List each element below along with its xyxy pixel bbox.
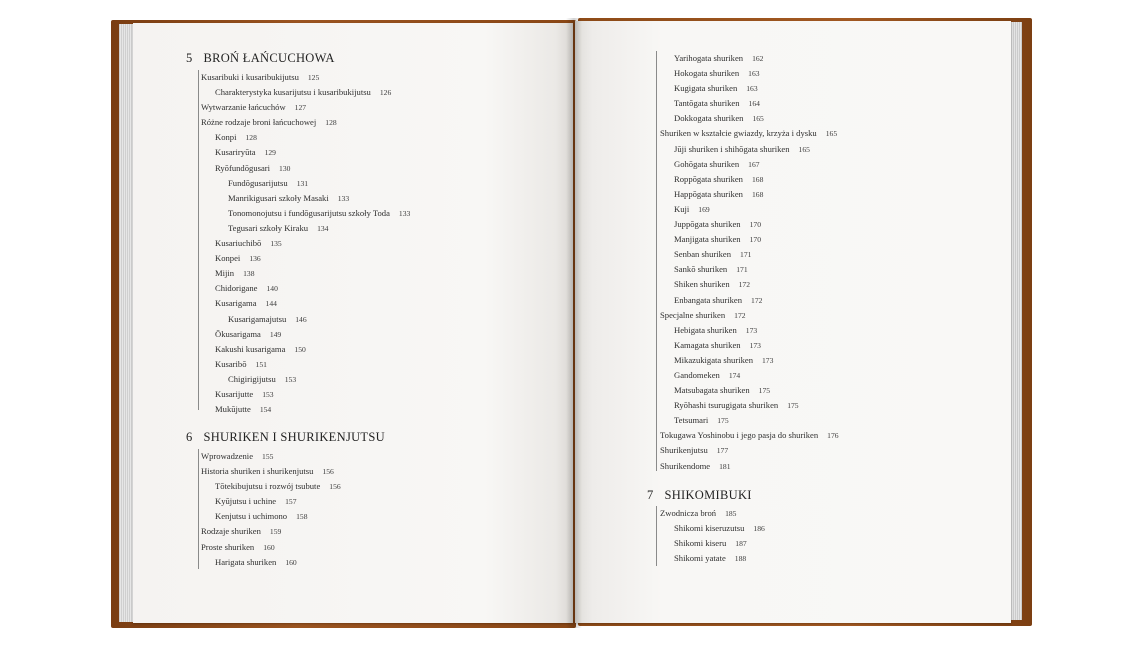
chapter-title: SHIKOMIBUKI: [664, 488, 752, 502]
toc-entry: [660, 443, 839, 458]
toc-entry: [201, 312, 410, 327]
toc-entry-title: Jūji shuriken i shihōgata shuriken: [674, 143, 790, 154]
toc-entry-title: Ryōfundōgusari: [215, 162, 271, 173]
toc-entry-title: Kamagata shuriken: [674, 339, 741, 350]
toc-entry: [660, 202, 839, 217]
toc-entry: [660, 551, 765, 566]
toc-entry-page-number: 169: [698, 204, 710, 214]
toc-entry-page-number: 174: [728, 370, 741, 380]
toc-entry: [201, 296, 410, 311]
toc-entry-title: Yarihogata shuriken: [674, 53, 744, 63]
chapter-heading: [647, 488, 752, 503]
toc-entry-title: Wprowadzenie: [201, 451, 254, 461]
toc-entry: [201, 494, 341, 509]
toc-entry-page-number: 186: [753, 524, 765, 534]
toc-entry-title: Kuji: [674, 203, 690, 214]
toc-entry: [660, 172, 839, 187]
toc-entry-title: Shuriken w kształcie gwiazdy, krzyża i dysku: [660, 128, 817, 139]
toc-entry-page-number: 136: [249, 254, 261, 264]
toc-entry: [660, 51, 839, 66]
toc-entry-page-number: 164: [748, 99, 760, 109]
toc-entry-title: Roppōgata shuriken: [674, 173, 743, 184]
toc-entry-page-number: 134: [317, 223, 329, 233]
chapter-rule: [198, 70, 199, 410]
toc-entry: [201, 100, 410, 115]
toc-entry-title: Harigata shuriken: [215, 556, 277, 567]
toc-entry-page-number: 177: [716, 446, 729, 456]
toc-entry-title: Manrikigusari szkoły Masaki: [228, 192, 329, 203]
toc-entry-title: Mikazukigata shuriken: [674, 354, 753, 365]
toc-entry-page-number: 171: [740, 250, 752, 260]
chapter-number: 6: [186, 430, 193, 444]
toc-entry-title: Fundōgusarijutsu: [228, 177, 288, 188]
toc-list: [660, 506, 765, 566]
toc-entry-page-number: 170: [749, 220, 761, 230]
toc-entry-page-number: 168: [751, 189, 764, 199]
toc-entry: [201, 402, 410, 417]
toc-entry-page-number: 140: [266, 284, 278, 294]
toc-entry-page-number: 175: [717, 416, 729, 426]
toc-entry-title: Happōgata shuriken: [674, 188, 743, 199]
toc-entry-page-number: 173: [745, 325, 758, 335]
toc-entry: [660, 308, 839, 323]
toc-entry-page-number: 172: [751, 295, 763, 305]
toc-entry: [660, 262, 839, 277]
toc-entry-page-number: 168: [751, 174, 764, 184]
toc-entry-title: Tetsumari: [674, 415, 709, 426]
toc-entry-page-number: 160: [285, 557, 297, 567]
toc-entry-title: Rodzaje shuriken: [201, 526, 261, 537]
toc-entry: [201, 236, 410, 251]
toc-entry: [201, 327, 410, 342]
toc-entry-page-number: 163: [746, 84, 758, 94]
toc-entry: [201, 85, 410, 100]
toc-entry-title: Ōkusarigama: [215, 328, 261, 339]
toc-entry: [201, 509, 341, 524]
toc-entry-page-number: 144: [265, 299, 277, 309]
toc-entry-title: Kusarijutte: [215, 388, 254, 399]
toc-entry-page-number: 163: [748, 69, 760, 79]
toc-entry: [660, 66, 839, 81]
toc-entry-title: Konpi: [215, 132, 237, 143]
toc-entry: [201, 251, 410, 266]
toc-entry-page-number: 125: [307, 73, 320, 82]
toc-entry: [201, 464, 341, 479]
toc-entry-title: Kusaribuki i kusaribukijutsu: [201, 72, 299, 82]
chapter-number: 5: [186, 51, 193, 65]
toc-entry-page-number: 151: [255, 359, 267, 369]
toc-entry-page-number: 173: [749, 340, 761, 350]
toc-entry-page-number: 156: [329, 482, 341, 492]
toc-entry-title: Chigirigijutsu: [228, 373, 276, 384]
toc-entry-title: Shikomi kiseru: [674, 538, 727, 549]
toc-entry: [201, 555, 341, 570]
toc-entry-page-number: 155: [262, 452, 274, 461]
toc-entry: [201, 145, 410, 160]
toc-list: [201, 70, 410, 417]
toc-entry-title: Senban shuriken: [674, 249, 732, 260]
toc-entry: [201, 130, 410, 145]
toc-entry: [660, 398, 839, 413]
toc-entry-page-number: 188: [734, 554, 747, 564]
toc-entry-page-number: 129: [264, 148, 276, 158]
chapter-heading: [186, 430, 385, 445]
toc-entry: [660, 157, 839, 172]
toc-entry: [660, 247, 839, 262]
toc-entry: [660, 521, 765, 536]
toc-entry: [201, 281, 410, 296]
toc-entry: [201, 479, 341, 494]
toc-entry-page-number: 185: [725, 509, 737, 518]
toc-entry-title: Kusaribō: [215, 358, 247, 369]
toc-entry-page-number: 130: [279, 163, 291, 173]
toc-entry: [201, 449, 341, 464]
toc-entry-title: Charakterystyka kusarijutsu i kusaribukijutsu: [215, 87, 371, 98]
chapter-title: SHURIKEN I SHURIKENJUTSU: [203, 430, 385, 444]
toc-entry-title: Tōtekibujutsu i rozwój tsubute: [215, 481, 321, 492]
toc-entry-title: Tegusari szkoły Kiraku: [228, 222, 309, 233]
toc-entry-page-number: 146: [295, 314, 307, 324]
toc-entry: [660, 459, 839, 474]
toc-entry-page-number: 167: [748, 159, 760, 169]
toc-entry: [201, 176, 410, 191]
toc-entry-title: Wytwarzanie łańcuchów: [201, 102, 286, 113]
toc-entry-page-number: 181: [719, 461, 731, 471]
toc-entry-title: Enbangata shuriken: [674, 294, 743, 305]
toc-entry-title: Juppōgata shuriken: [674, 219, 741, 230]
toc-entry-title: Konpei: [215, 253, 241, 264]
toc-entry-page-number: 176: [827, 431, 839, 441]
toc-entry-title: Shiken shuriken: [674, 279, 730, 290]
toc-entry-title: Tonomonojutsu i fundōgusarijutsu szkoły Toda: [228, 207, 390, 218]
chapter-rule: [198, 449, 199, 569]
toc-entry: [660, 428, 839, 443]
toc-entry-page-number: 150: [294, 344, 306, 354]
toc-entry-page-number: 127: [294, 103, 307, 113]
toc-entry-title: Dokkogata shuriken: [674, 113, 744, 124]
toc-entry-page-number: 171: [736, 265, 748, 275]
toc-entry: [660, 232, 839, 247]
toc-entry: [201, 191, 410, 206]
toc-entry-title: Shikomi kiseruzutsu: [674, 523, 745, 534]
toc-entry: [201, 266, 410, 281]
toc-entry-title: Kusarigamajutsu: [228, 313, 287, 324]
toc-entry: [201, 161, 410, 176]
toc-entry-title: Historia shuriken i shurikenjutsu: [201, 466, 314, 477]
toc-entry-page-number: 156: [322, 467, 334, 477]
toc-list: [201, 449, 341, 570]
chapter-heading: [186, 51, 335, 66]
toc-entry-title: Tokugawa Yoshinobu i jego pasja do shuriken: [660, 430, 819, 441]
toc-entry: [660, 111, 839, 126]
toc-entry: [660, 187, 839, 202]
toc-entry-title: Gohōgata shuriken: [674, 158, 740, 169]
toc-entry-page-number: 158: [296, 512, 308, 522]
toc-entry-page-number: 157: [285, 497, 297, 507]
toc-entry: [660, 413, 839, 428]
toc-entry-page-number: 149: [269, 329, 282, 339]
toc-entry: [660, 277, 839, 292]
toc-entry: [660, 323, 839, 338]
toc-entry-title: Różne rodzaje broni łańcuchowej: [201, 117, 317, 128]
toc-entry-title: Mukūjutte: [215, 404, 251, 415]
toc-entry-page-number: 128: [245, 133, 257, 143]
toc-entry-title: Shurikenjutsu: [660, 445, 708, 456]
toc-entry: [660, 293, 839, 308]
chapter-number: 7: [647, 488, 654, 502]
toc-entry-page-number: 133: [337, 193, 350, 203]
toc-entry: [201, 221, 410, 236]
toc-entry: [660, 142, 839, 157]
toc-entry-page-number: 135: [270, 239, 282, 249]
toc-entry-title: Shikomi yatate: [674, 553, 726, 564]
toc-entry-title: Kusariuchibō: [215, 238, 262, 249]
toc-entry: [201, 342, 410, 357]
toc-entry-title: Kyūjutsu i uchine: [215, 496, 277, 507]
toc-entry: [660, 506, 765, 521]
toc-entry-title: Chidorigane: [215, 283, 258, 294]
chapter-rule: [656, 506, 657, 566]
toc-entry-page-number: 153: [284, 374, 297, 384]
toc-entry-page-number: 172: [738, 280, 751, 290]
toc-entry-title: Shurikendome: [660, 460, 711, 471]
toc-entry-title: Manjigata shuriken: [674, 234, 741, 245]
toc-entry-title: Gandomeken: [674, 369, 720, 380]
toc-entry-title: Proste shuriken: [201, 541, 255, 552]
toc-entry: [201, 70, 410, 85]
toc-entry: [660, 353, 839, 368]
toc-entry-page-number: 175: [758, 386, 771, 396]
toc-entry-title: Kenjutsu i uchimono: [215, 511, 288, 522]
toc-entry: [201, 357, 410, 372]
toc-entry-title: Ryōhashi tsurugigata shuriken: [674, 400, 779, 411]
toc-entry-page-number: 153: [262, 389, 274, 399]
toc-entry-title: Kusarigama: [215, 298, 257, 309]
toc-entry-title: Hebigata shuriken: [674, 324, 737, 335]
toc-list: [660, 51, 839, 474]
toc-entry-page-number: 172: [734, 310, 746, 320]
toc-entry-page-number: 160: [263, 542, 275, 552]
toc-entry: [660, 217, 839, 232]
toc-entry: [660, 383, 839, 398]
book-spine: [566, 18, 582, 628]
toc-entry-page-number: 126: [379, 88, 392, 98]
toc-entry-page-number: 175: [787, 401, 799, 411]
toc-entry-title: Matsubagata shuriken: [674, 385, 750, 396]
toc-entry: [201, 540, 341, 555]
toc-entry: [660, 96, 839, 111]
toc-entry-page-number: 170: [749, 235, 761, 245]
toc-entry-title: Kusariryūta: [215, 147, 256, 158]
toc-entry-page-number: 128: [325, 118, 337, 128]
toc-entry: [660, 126, 839, 141]
toc-entry-title: Kugigata shuriken: [674, 83, 738, 94]
toc-entry-title: Sankō shuriken: [674, 264, 728, 275]
toc-entry-page-number: 187: [735, 539, 747, 549]
chapter-rule: [656, 51, 657, 471]
toc-entry-title: Tantōgata shuriken: [674, 98, 740, 109]
toc-entry: [660, 536, 765, 551]
toc-entry-page-number: 165: [825, 129, 838, 139]
toc-entry-title: Specjalne shuriken: [660, 309, 726, 320]
toc-entry-title: Hokogata shuriken: [674, 68, 740, 79]
toc-entry: [660, 368, 839, 383]
toc-entry: [201, 115, 410, 130]
toc-entry-page-number: 159: [269, 527, 282, 537]
toc-entry-page-number: 133: [398, 208, 411, 218]
toc-entry: [201, 387, 410, 402]
toc-entry: [201, 372, 410, 387]
toc-entry: [201, 524, 341, 539]
toc-entry-page-number: 162: [752, 54, 764, 63]
toc-entry-title: Zwodnicza broń: [660, 508, 717, 518]
toc-entry-page-number: 173: [762, 355, 774, 365]
toc-entry-page-number: 165: [798, 144, 810, 154]
toc-entry-page-number: 165: [752, 114, 764, 124]
toc-entry-page-number: 131: [296, 178, 309, 188]
toc-entry: [660, 338, 839, 353]
chapter-title: BROŃ ŁAŃCUCHOWA: [203, 51, 335, 65]
toc-entry-title: Kakushi kusarigama: [215, 343, 286, 354]
toc-entry-page-number: 154: [259, 405, 272, 415]
toc-entry: [660, 81, 839, 96]
toc-entry-title: Mijin: [215, 268, 235, 279]
toc-entry: [201, 206, 410, 221]
toc-entry-page-number: 138: [243, 269, 255, 279]
